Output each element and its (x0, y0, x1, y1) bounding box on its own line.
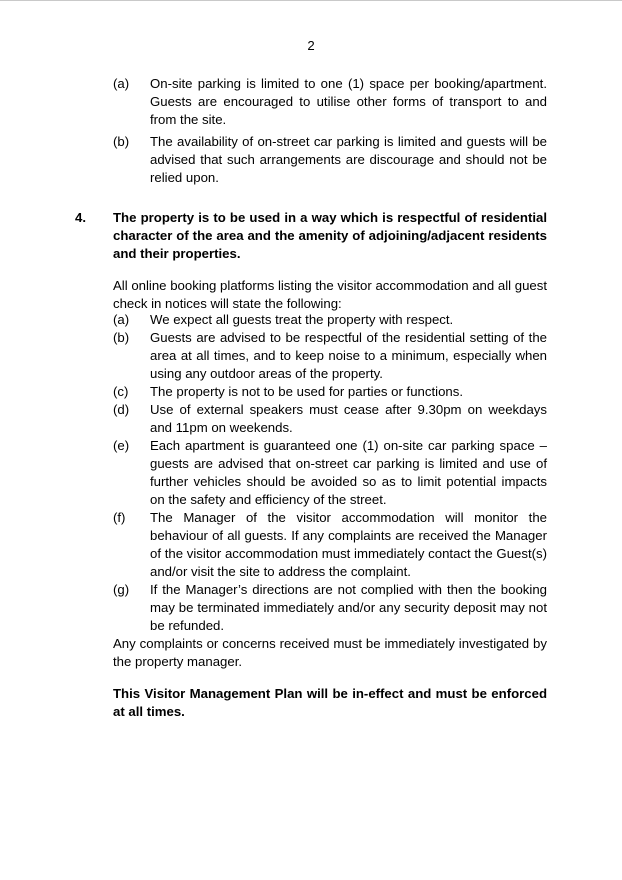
section-4-closing: Any complaints or concerns received must be immediately investigated by the property manager. (113, 636, 547, 669)
list-item-label: (b) (113, 134, 130, 149)
list-item-label: (b) (113, 330, 130, 345)
list-item-label: (e) (113, 438, 130, 453)
list-item-text: The availability of on-street car parking is limited and guests will be advised that such arrangements are discourage and should not be relied upon. (150, 134, 547, 185)
page-number: 2 (307, 38, 315, 53)
list-item-4g (113, 581, 547, 635)
list-item-3b (113, 133, 547, 187)
section-4-heading (75, 209, 547, 263)
list-item-label: (a) (113, 312, 130, 327)
list-item-text: Each apartment is guaranteed one (1) on-site car parking space – guests are advised that on-street car parking is limited and use of further vehicles should be avoided so as to limit potential impacts on the safety and efficiency of the street. (150, 438, 547, 507)
list-item-4b (113, 329, 547, 383)
list-item-text: On-site parking is limited to one (1) space per booking/apartment. Guests are encouraged to utilise other forms of transport to and from the site. (150, 76, 547, 127)
list-item-text: Use of external speakers must cease after 9.30pm on weekdays and 11pm on weekends. (150, 402, 547, 435)
list-item-label: (c) (113, 384, 129, 399)
list-item-4d (113, 401, 547, 437)
list-item-text: We expect all guests treat the property with respect. (150, 312, 454, 327)
list-item-text: If the Manager’s directions are not complied with then the booking may be terminated immediately and/or any security deposit may not be refunded. (150, 582, 547, 633)
list-item-label: (d) (113, 402, 130, 417)
list-item-4f (113, 509, 547, 581)
list-item-4a (113, 311, 547, 329)
list-item-text: The property is not to be used for parties or functions. (150, 384, 464, 399)
list-item-label: (a) (113, 76, 130, 91)
list-item-4c (113, 383, 547, 401)
section-heading-text: The property is to be used in a way which is respectful of residential character of the area and the amenity of adjoining/adjacent residents and their properties. (113, 210, 547, 261)
list-item-4e (113, 437, 547, 509)
section-number: 4. (75, 210, 86, 225)
list-item-label: (f) (113, 510, 126, 525)
final-statement: This Visitor Management Plan will be in-effect and must be enforced at all times. (113, 686, 547, 719)
list-item-text: Guests are advised to be respectful of the residential setting of the area at all times, and to keep noise to a minimum, especially when using any outdoor areas of the property. (150, 330, 547, 381)
section-4-intro: All online booking platforms listing the visitor accommodation and all guest check in notices will state the following: (113, 278, 547, 311)
list-item-3a (113, 75, 547, 129)
page-top-border (0, 0, 622, 1)
list-item-text: The Manager of the visitor accommodation will monitor the behaviour of all guests. If any complaints are received the Manager of the visitor accommodation must immediately contact the Guest(s) and/or visit the site to address the complaint. (150, 510, 547, 579)
list-item-label: (g) (113, 582, 130, 597)
